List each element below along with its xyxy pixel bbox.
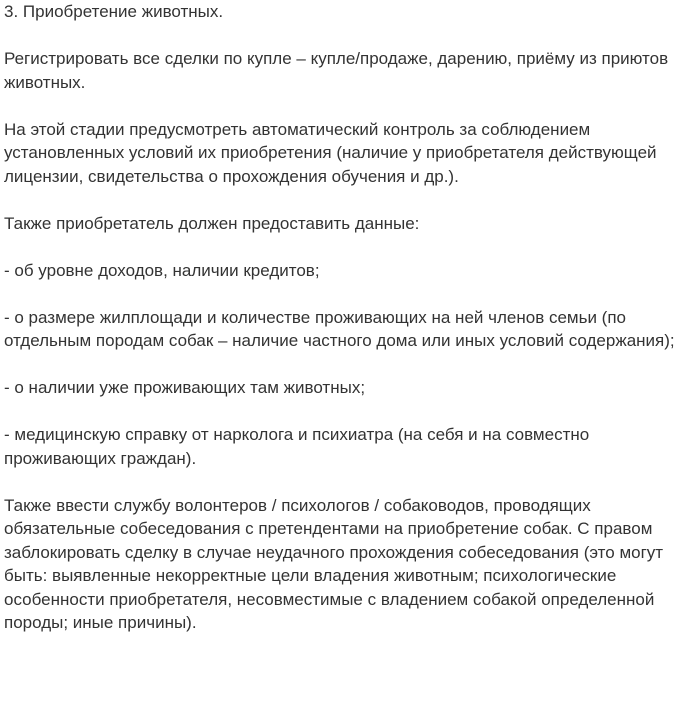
text-line: проживающих граждан). xyxy=(4,448,197,468)
list-item-animals xyxy=(4,376,700,400)
text-line: породы; иные причины). xyxy=(4,613,197,632)
text-line: особенности приобретателя, несовместимые с владением собакой определенной xyxy=(4,589,655,609)
text-line: быть: выявленные некорректные цели владения животным; психологические xyxy=(4,566,617,585)
list-item-medical xyxy=(4,423,700,470)
paragraph-registration xyxy=(4,47,700,94)
text-line: Также ввести службу волонтеров / психологов / собаководов, проводящих xyxy=(4,495,591,515)
text-line: - медицинскую справку от нарколога и психиатра (на себя и на совместно xyxy=(4,425,590,444)
text-line: обязательные собеседования с претендентами на приобретение собак. С правом xyxy=(4,519,653,538)
text-line: животных. xyxy=(4,72,86,92)
paragraph-data-intro xyxy=(4,212,700,236)
list-item-housing xyxy=(4,306,700,353)
text-line: - о размере жилплощади и количестве проживающих на ней членов семьи (по xyxy=(4,307,626,327)
text-line: - о наличии уже проживающих там животных; xyxy=(4,378,366,397)
document-body xyxy=(4,0,700,635)
paragraph-volunteers xyxy=(4,494,700,635)
section-heading xyxy=(4,0,700,24)
text-line: отдельным породам собак – наличие частного дома или иных условий содержания); xyxy=(4,331,675,350)
text-line: Регистрировать все сделки по купле – купле/продаже, дарению, приёму из приютов xyxy=(4,49,669,68)
text-line: заблокировать сделку в случае неудачного прохождения собеседования (это могут xyxy=(4,542,664,562)
list-item-income xyxy=(4,259,700,283)
heading-text: 3. Приобретение животных. xyxy=(4,2,224,21)
paragraph-control xyxy=(4,118,700,189)
text-line: установленных условий их приобретения (наличие у приобретателя действующей xyxy=(4,143,657,162)
text-line: лицензии, свидетельства о прохождения обучения и др.). xyxy=(4,166,459,186)
text-line: На этой стадии предусмотреть автоматический контроль за соблюдением xyxy=(4,119,591,139)
text-line: Также приобретатель должен предоставить данные: xyxy=(4,213,420,233)
text-line: - об уровне доходов, наличии кредитов; xyxy=(4,260,320,280)
